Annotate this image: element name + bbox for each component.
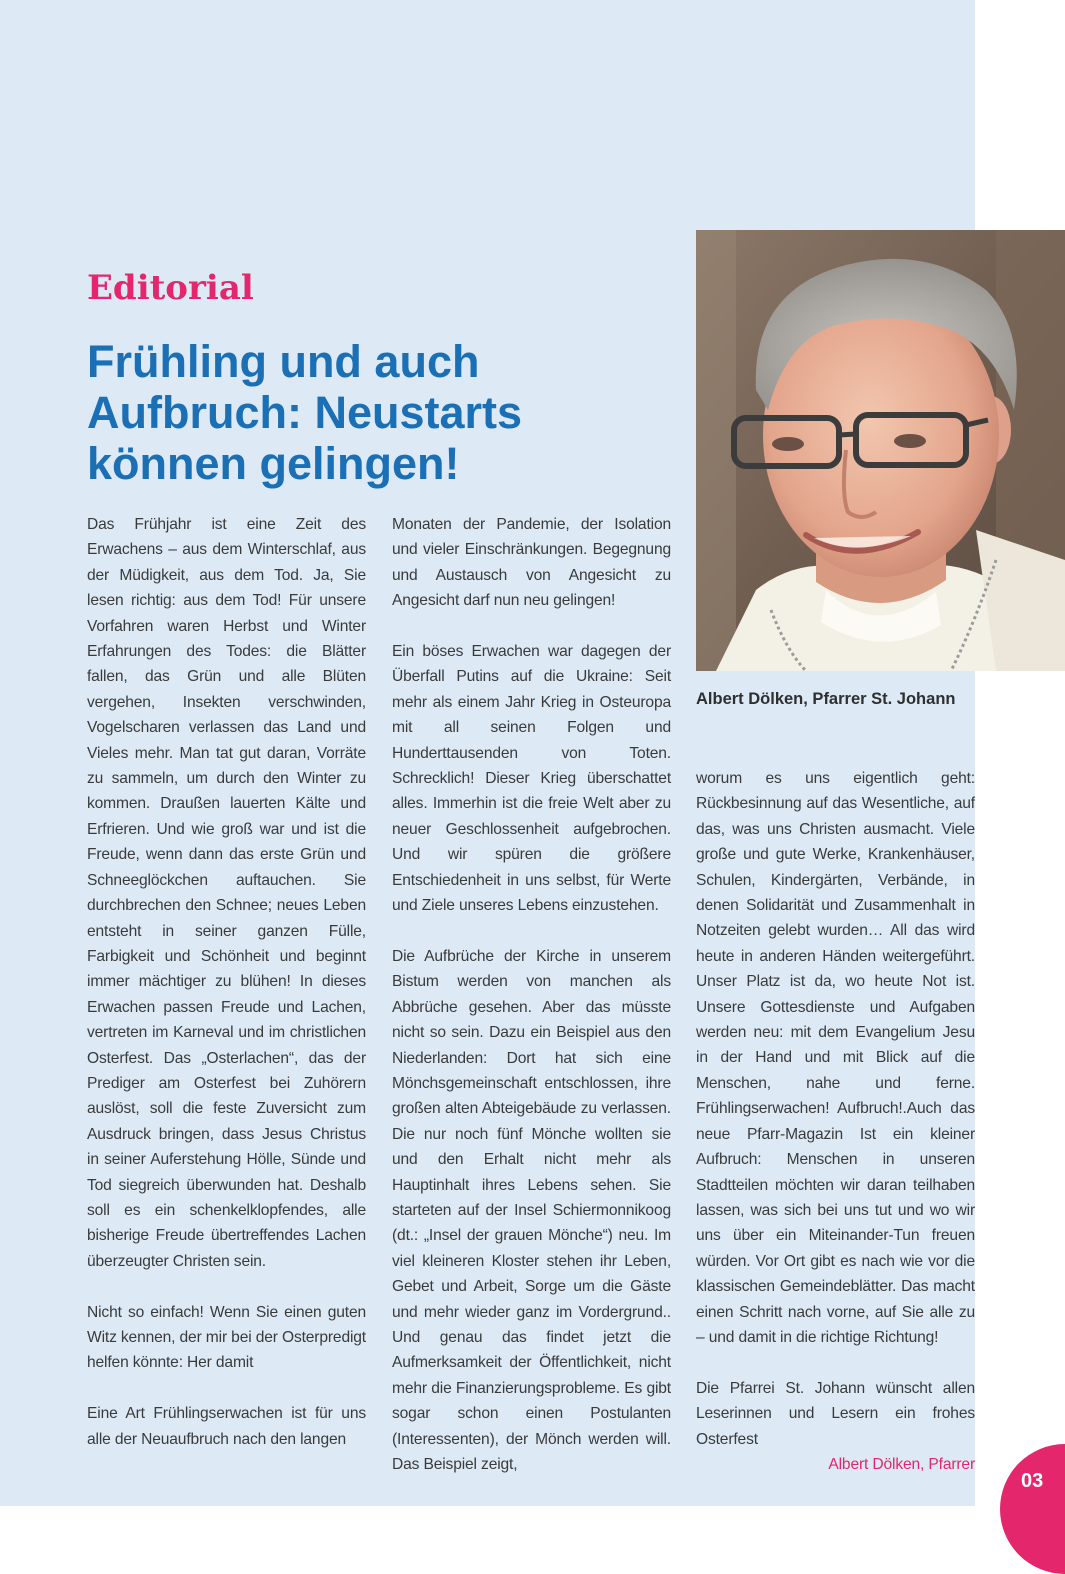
- paragraph: Die Pfarrei St. Johann wünscht allen Leserinnen und Lesern ein frohes Osterfest: [696, 1379, 975, 1448]
- author-signature: Albert Dölken, Pfarrer: [828, 1455, 975, 1473]
- headline-line: Frühling und auch: [87, 336, 480, 387]
- headline-line: können gelingen!: [87, 438, 460, 489]
- article-headline: [87, 336, 687, 489]
- paragraph: Eine Art Frühlingserwachen ist für uns alle der Neuaufbruch nach den langen: [87, 1405, 366, 1448]
- paragraph: worum es uns eigentlich geht: Rückbesinnung auf das Wesentliche, auf das, was uns Christen ausmacht. Viele große und gute Werke, Krankenhäuser, Schulen, Kindergärten, Verbände, in denen Solidarität und Zusammenhalt in Notzeiten gelebt wurden… All das wird heute in anderen Händen weitergeführt. Unser Platz ist da, wo heute Not ist. Unsere Gottesdienste und Aufgaben werden neu: mit dem Evangelium Jesu in der Hand und mit Blick auf die Menschen, nahe und ferne. Frühlingserwachen! Aufbruch!.Auch das neue Pfarr-Magazin Ist ein kleiner Aufbruch: Menschen in unseren Stadtteilen möchten wir daran teilhaben lassen, was sich bei uns tut und wo wir uns über ein Miteinander-Tun freuen würden. Vor Ort gibt es nach wie vor die klassischen Gemeindeblätter. Das macht einen Schritt nach vorne, auf Sie alle zu – und damit in die richtige Richtung!: [696, 770, 975, 1346]
- section-label: Editorial: [87, 268, 254, 308]
- paragraph: Nicht so einfach! Wenn Sie einen guten Witz kennen, der mir bei der Osterpredigt helfen könnte: Her damit: [87, 1303, 366, 1372]
- paragraph: Ein böses Erwachen war dagegen der Überfall Putins auf die Ukraine: Seit mehr als einem Jahr Krieg in Osteuropa mit all seinen Folgen und Hunderttausenden von Toten. Schrecklich! Dieser Krieg überschattet alles. Immerhin ist die freie Welt aber zu neuer Geschlossenheit aufgebrochen. Und wir spüren die größere Entschiedenheit in uns selbst, für Werte und Ziele unseres Lebens einzustehen.: [392, 643, 671, 915]
- page-number: 03: [1021, 1470, 1044, 1492]
- headline-line: Aufbruch: Neustarts: [87, 387, 523, 438]
- article-column-2: [392, 512, 671, 1503]
- article-column-3: [696, 766, 975, 1477]
- paragraph: Die Aufbrüche der Kirche in unserem Bistum werden von manchen als Abbrüche gesehen. Aber das müsste nicht so sein. Dazu ein Beispiel aus den Niederlanden: Dort hat sich eine Mönchsgemeinschaft entschlossen, ihre großen alten Abteigebäude zu verlassen. Die nur noch fünf Mönche wollten sie und den Erhalt nicht mehr als Hauptinhalt ihres Lebens sehen. Sie starteten auf der Insel Schiermonnikoog (dt.: „Insel der grauen Mönche“) neu. Im viel kleineren Kloster stehen ihr Leben, Gebet und Arbeit, Sorge um die Gäste und mehr wieder ganz im Vordergrund.. Und genau das findet jetzt die Aufmerksamkeit der Öffentlichkeit, nicht mehr die Finanzierungsprobleme. Es gibt sogar schon einen Postulanten (Interessenten), der Mönch werden will. Das Beispiel zeigt,: [392, 947, 671, 1473]
- photo-caption: Albert Dölken, Pfarrer St. Johann: [696, 690, 956, 708]
- paragraph: Monaten der Pandemie, der Isolation und vieler Einschränkungen. Begegnung und Austausch von Angesicht zu Angesicht darf nun neu gelingen!: [392, 516, 671, 610]
- paragraph: Das Frühjahr ist eine Zeit des Erwachens – aus dem Winterschlaf, aus der Müdigkeit, aus dem Tod. Ja, Sie lesen richtig: aus dem Tod! Für unsere Vorfahren waren Herbst und Winter Erfahrungen des Todes: die Blätter fallen, das Grün und alle Blüten vergehen, Insekten verschwinden, Vogelscharen verlassen das Land und Vieles mehr. Man tat gut daran, Vorräte zu sammeln, um durch den Winter zu kommen. Draußen lauerten Kälte und Erfrieren. Und wie groß war und ist die Freude, wenn dann das erste Grün und Schneeglöckchen auftauchen. Sie durchbrechen den Schnee; neues Leben entsteht in seiner ganzen Fülle, Farbigkeit und Schönheit und beginnt immer mächtiger zu blühen! In dieses Erwachen passen Freude und Lachen, vertreten im Karneval und im christlichen Osterfest. Das „Osterlachen“, das der Prediger am Osterfest bei Zuhörern auslöst, soll die feste Zuversicht zum Ausdruck bringen, dass Jesus Christus in seiner Auferstehung Hölle, Sünde und Tod siegreich überwunden hat. Deshalb soll es ein schenkelklopfendes, alle bisherige Freude übertreffendes Lachen überzeugter Christen sein.: [87, 516, 366, 1270]
- page-margin: [975, 0, 1065, 1506]
- article-column-1: [87, 512, 366, 1477]
- author-portrait-photo: [696, 230, 1065, 671]
